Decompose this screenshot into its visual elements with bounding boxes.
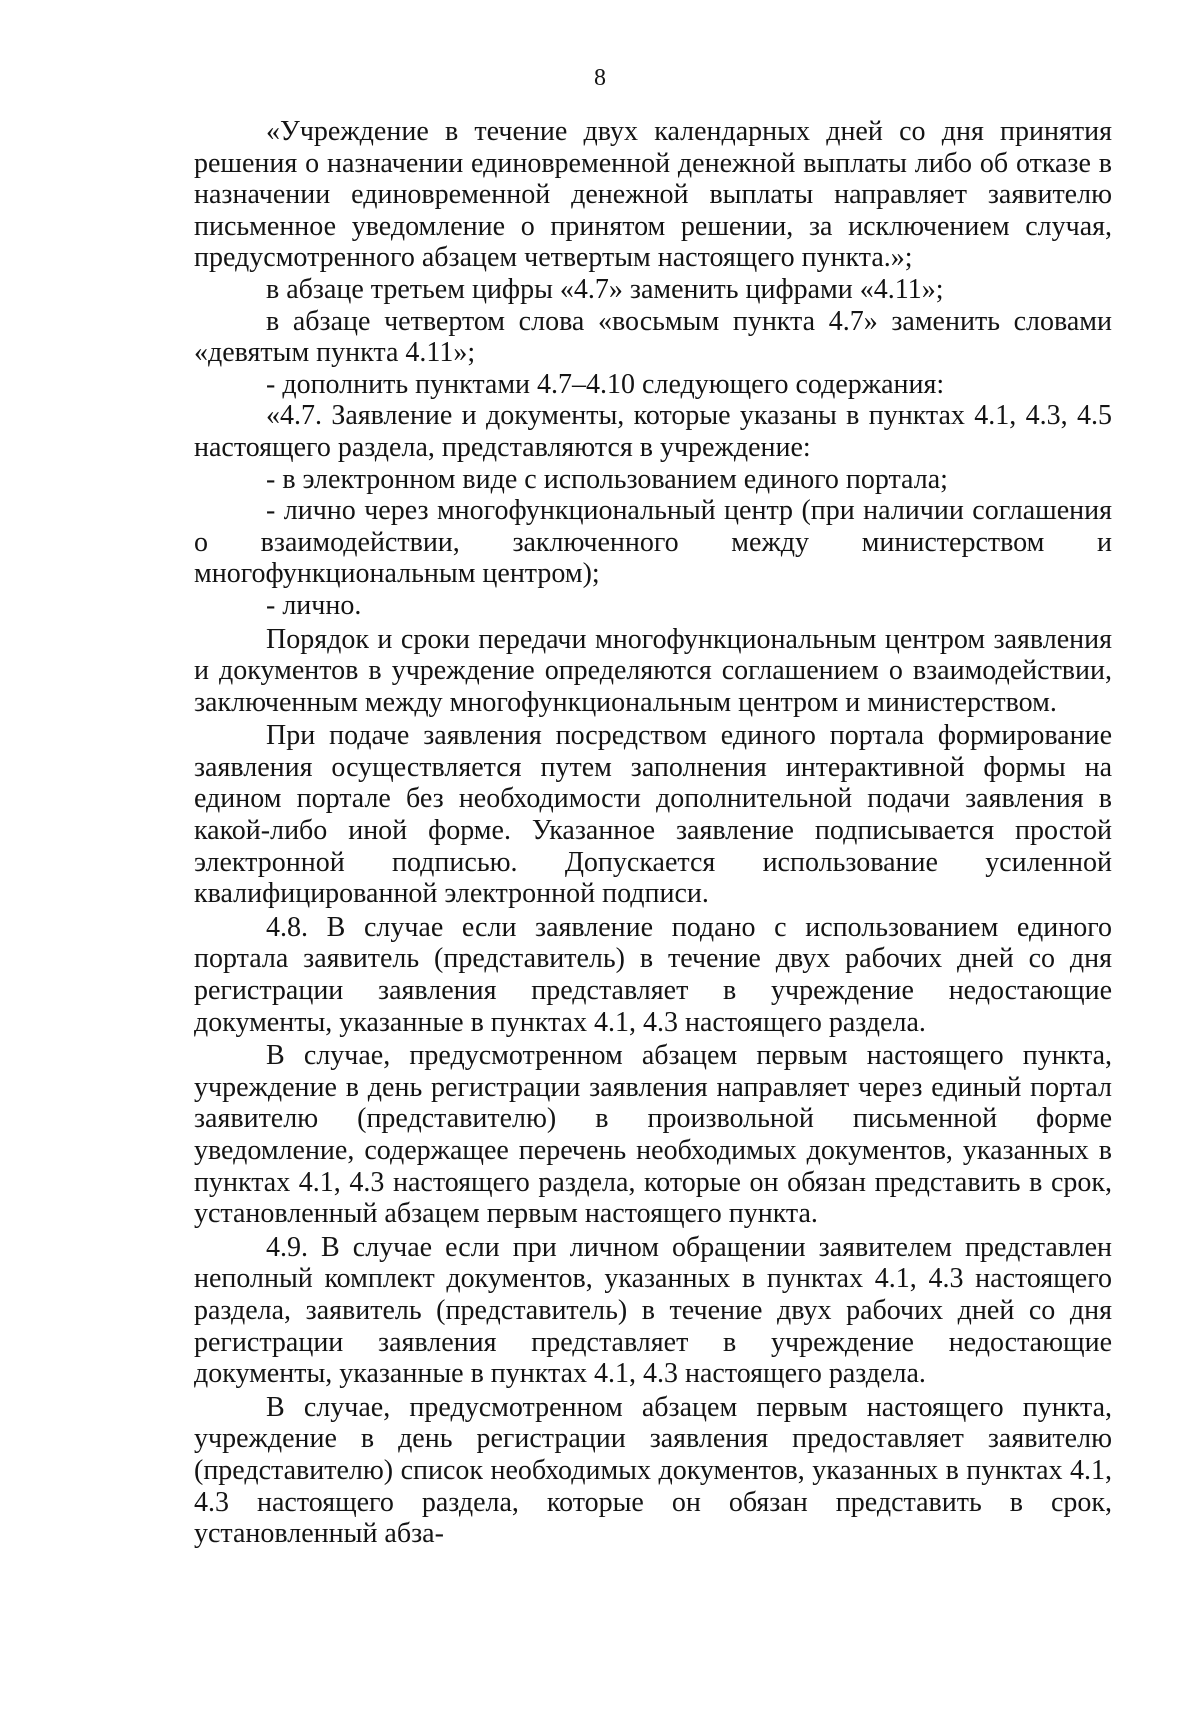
paragraph-3: в абзаце четвертом слова «восьмым пункта 4.7» заменить словами «девятым пункта 4.11»;: [194, 305, 1112, 369]
paragraph-13: 4.9. В случае если при личном обращении заявителем представлен неполный комплект документов, указанных в пунктах 4.1, 4.3 настоящего раздела, заявитель (представитель) в течение двух рабочих дней со дня регистрации заявления представляет в учреждение недостающие документы, указанные в пунктах 4.1, 4.3 настоящего раздела.: [194, 1231, 1112, 1390]
paragraph-8: - лично.: [266, 589, 362, 621]
paragraph-12: В случае, предусмотренном абзацем первым настоящего пункта, учреждение в день регистрации заявления направляет через единый портал заявителю (представителю) в произвольной письменной форме уведомление, содержащее перечень необходимых документов, указанных в пунктах 4.1, 4.3 настоящего раздела, которые он обязан представить в срок, установленный абзацем первым настоящего пункта.: [194, 1040, 1112, 1230]
paragraph-2: в абзаце третьем цифры «4.7» заменить цифрами «4.11»;: [266, 273, 944, 305]
paragraph-1: «Учреждение в течение двух календарных дней со дня принятия решения о назначении единовременной денежной выплаты либо об отказе в назначении единовременной денежной выплаты направляет заявителю письменное уведомление о принятом решении, за исключением случая, предусмотренного абзацем четвертым настоящего пункта.»;: [194, 116, 1112, 274]
paragraph-4: - дополнить пунктами 4.7–4.10 следующего содержания:: [266, 368, 945, 400]
paragraph-14: В случае, предусмотренном абзацем первым настоящего пункта, учреждение в день регистрации заявления предоставляет заявителю (представителю) список необходимых документов, указанных в пунктах 4.1, 4.3 настоящего раздела, которые он обязан представить в срок, установленный абза-: [194, 1391, 1112, 1550]
paragraph-11: 4.8. В случае если заявление подано с использованием единого портала заявитель (представитель) в течение двух рабочих дней со дня регистрации заявления представляет в учреждение недостающие документы, указанные в пунктах 4.1, 4.3 настоящего раздела.: [194, 911, 1112, 1038]
paragraph-5: «4.7. Заявление и документы, которые указаны в пунктах 4.1, 4.3, 4.5 настоящего раздела, представляются в учреждение:: [194, 400, 1112, 463]
paragraph-6: - в электронном виде с использованием единого портала;: [266, 463, 948, 495]
paragraph-10: При подаче заявления посредством единого портала формирование заявления осуществляется путем заполнения интерактивной формы на едином портале без необходимости дополнительной подачи заявления в какой-либо иной форме. Указанное заявление подписывается простой электронной подписью. Допускается использование усиленной квалифицированной электронной подписи.: [194, 720, 1112, 910]
paragraph-7: - лично через многофункциональный центр (при наличии соглашения о взаимодействии, заключенного между министерством и многофункциональным центром);: [194, 495, 1112, 590]
paragraph-9: Порядок и сроки передачи многофункциональным центром заявления и документов в учреждение определяются соглашением о взаимодействии, заключенным между многофункциональным центром и министерством.: [194, 623, 1112, 718]
document-body: [194, 116, 1112, 1550]
page-number: 8: [594, 65, 606, 91]
